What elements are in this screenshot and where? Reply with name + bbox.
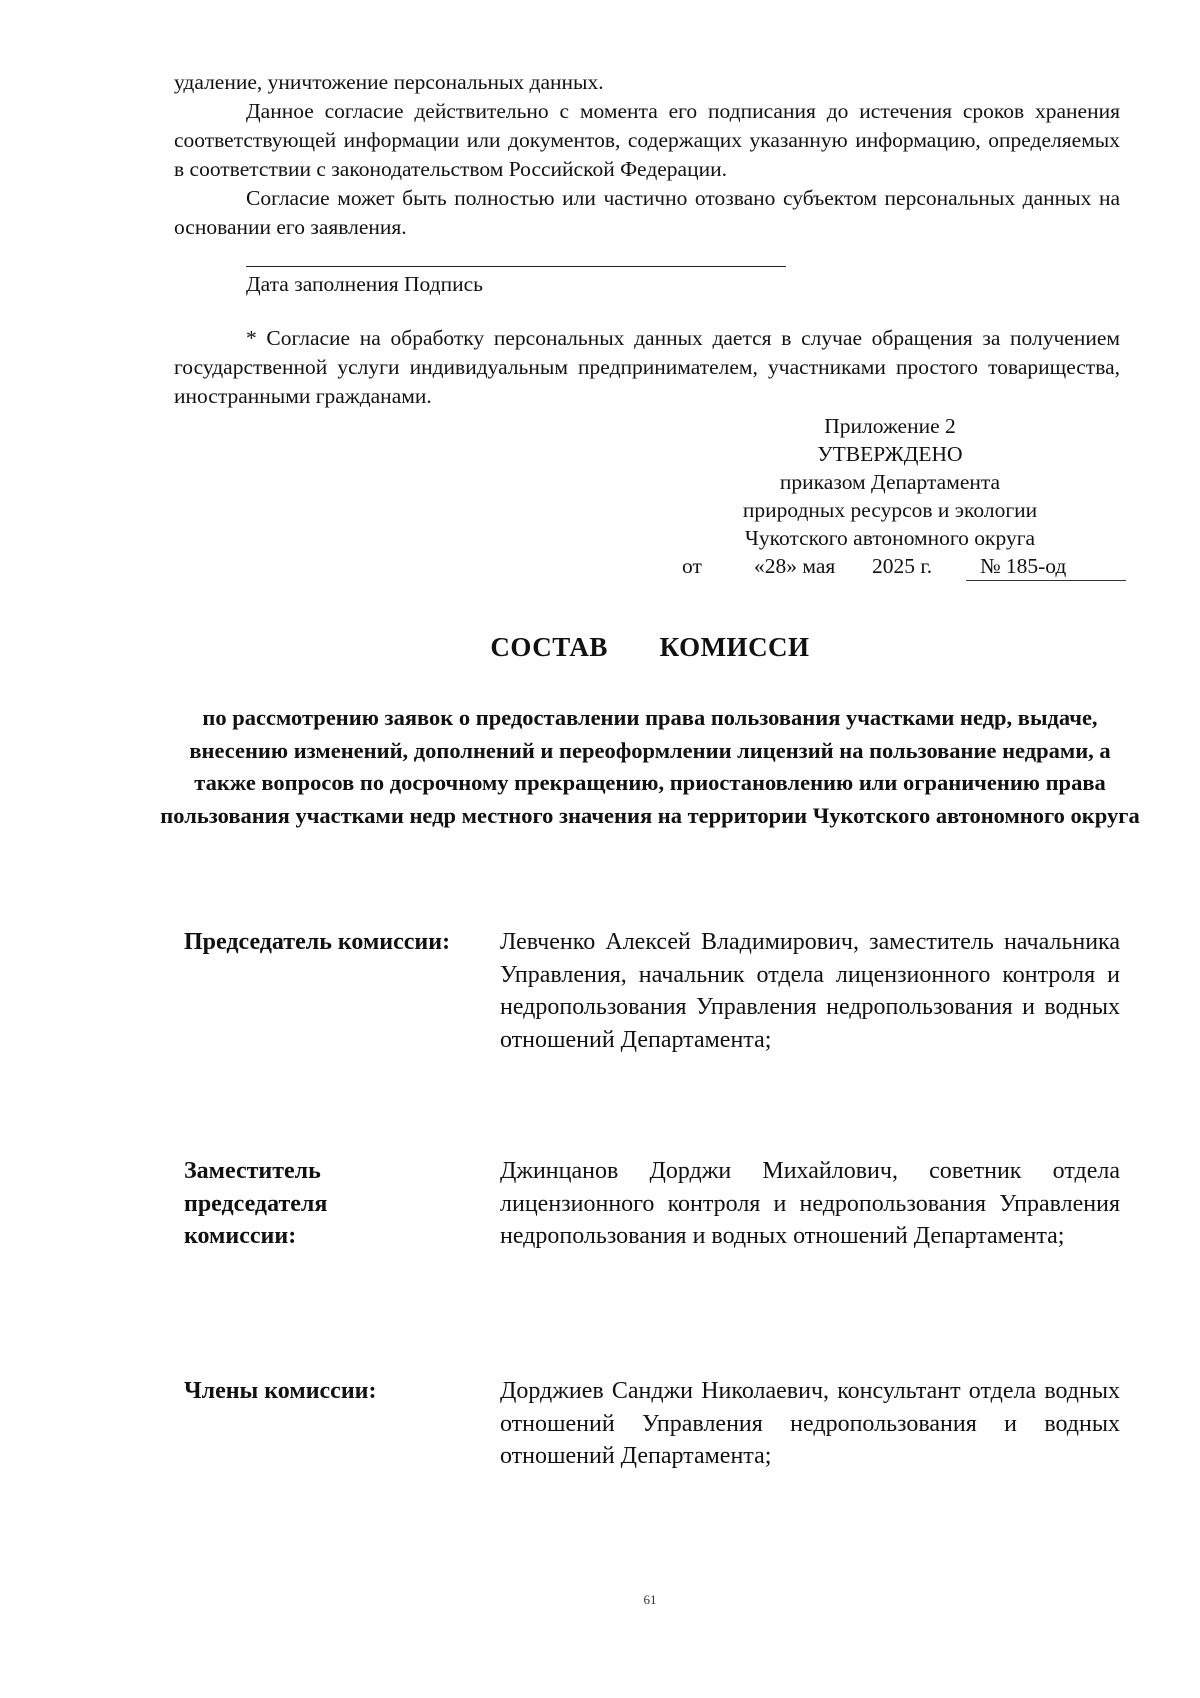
commission-subtitle: по рассмотрению заявок о предоставлении права пользования участками недр, выдаче, внесению изменений, дополнений и переоформлении лицензий на пользование недрами, а также вопросов по досрочному прекращению, приостановлению или ограничению права пользования участками недр местного значения на территории Чукотского автономного округа (160, 705, 1140, 828)
member-description: Джинцанов Дорджи Михайлович, советник отдела лицензионного контроля и недропользования Управления недропользования и водных отношений Департамента; (500, 1158, 1120, 1249)
signature-line (246, 266, 786, 267)
footnote: * Согласие на обработку персональных данных дается в случае обращения за получением государственной услуги индивидуальным предпринимателем, участниками простого товарищества, иностранными гражданами. (174, 326, 1120, 408)
consent-paragraph-2: Данное согласие действительно с момента его подписания до истечения сроков хранения соответствующей информации или документов, содержащих указанную информацию, определяемых в соответствии с законодательством Российской Федерации. (174, 99, 1120, 181)
approval-department: природных ресурсов и экологии (742, 498, 1038, 522)
approval-order: приказом Департамента (779, 470, 1001, 494)
member-role: Заместитель председателя комиссии: (184, 1158, 328, 1249)
member-description: Левченко Алексей Владимирович, заместитель начальника Управления, начальник отдела лицензионного контроля и недропользования Управления недропользования и водных отношений Департамента; (500, 929, 1120, 1053)
approval-region: Чукотского автономного округа (744, 526, 1036, 550)
order-year: 2025 г. (872, 554, 933, 578)
signature-label: Дата заполнения Подпись (246, 272, 483, 296)
approval-stamp: УТВЕРЖДЕНО (817, 442, 963, 466)
consent-paragraph-1: удаление, уничтожение персональных данных. (174, 70, 604, 94)
member-description: Дорджиев Санджи Николаевич, консультант отдела водных отношений Управления недропользования и водных отношений Департамента; (500, 1378, 1120, 1469)
order-date: «28» мая (754, 554, 836, 578)
page-title: СОСТАВ КОМИССИ (490, 632, 810, 662)
page-number: 61 (643, 1592, 657, 1607)
order-from: от (682, 554, 702, 578)
order-number: № 185-од (980, 554, 1067, 578)
member-role: Члены комиссии: (184, 1378, 377, 1404)
consent-paragraph-3: Согласие может быть полностью или частично отозвано субъектом персональных данных на основании его заявления. (174, 186, 1120, 239)
appendix-approval-block (660, 412, 1140, 552)
member-role: Председатель комиссии: (184, 929, 451, 955)
appendix-number: Приложение 2 (824, 414, 956, 438)
order-number-underline (966, 580, 1126, 581)
